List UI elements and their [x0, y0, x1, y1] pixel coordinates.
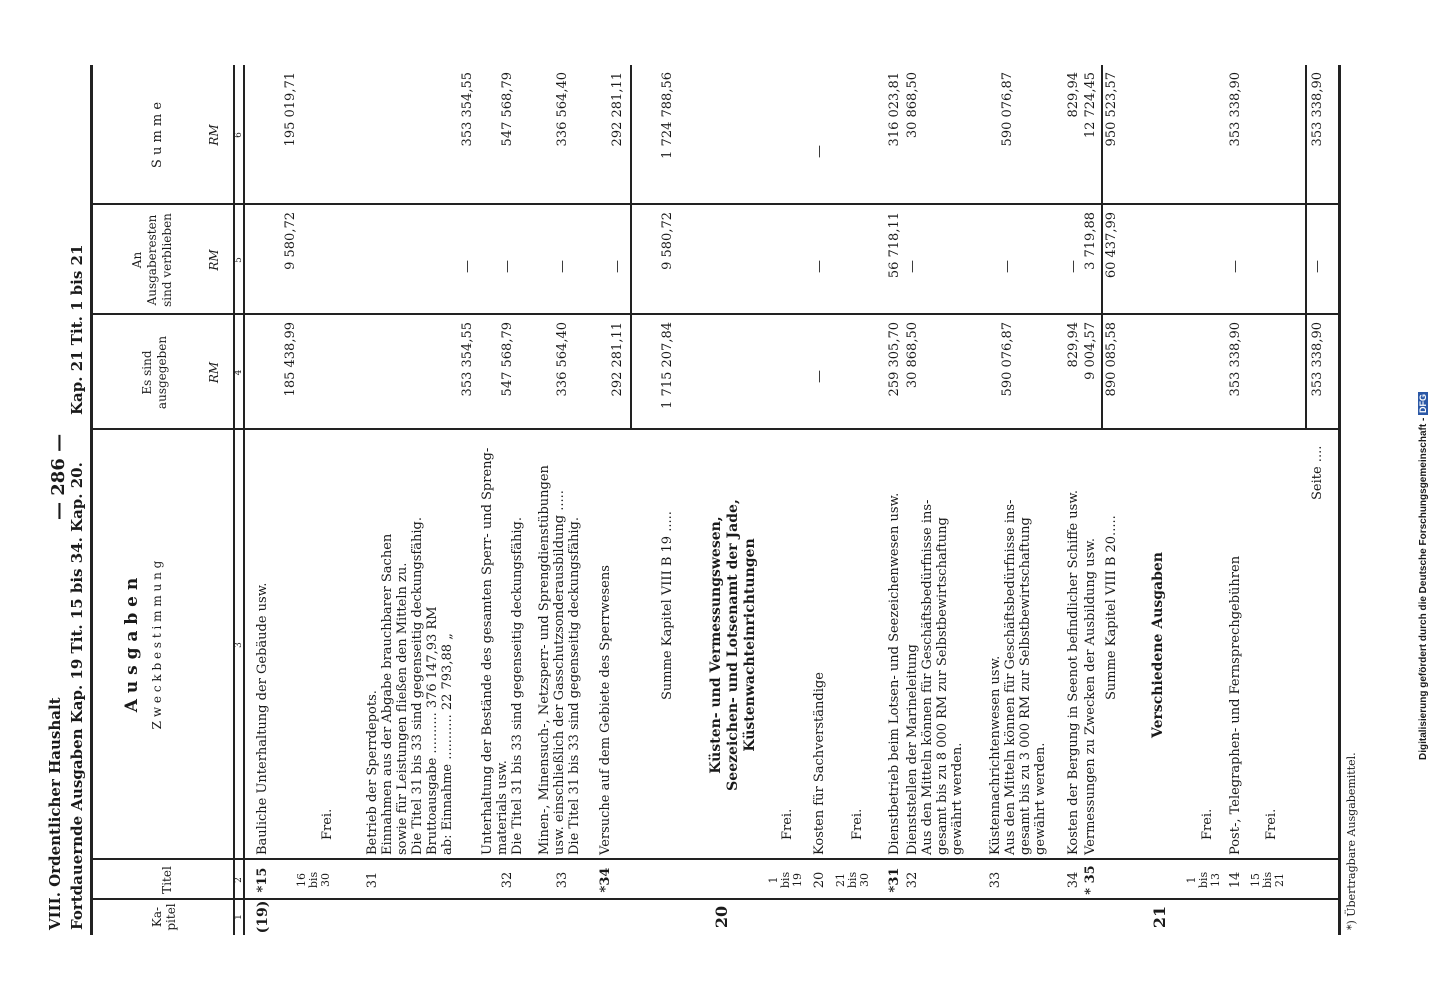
row-32-ausgegeben: 547 568,79 [500, 322, 515, 397]
table-top-rule [90, 65, 93, 935]
row-14-kap21-reste: — [1228, 260, 1243, 273]
titel-31: 31 [365, 871, 380, 889]
page-number: — 286 — [48, 433, 69, 520]
sum-rule-21 [1305, 65, 1307, 430]
unit-col5: RM [207, 249, 221, 271]
col-header-ausgegeben: Es sind ausgegeben [140, 335, 169, 410]
summe-kap-19-ausgegeben: 1 715 207,84 [660, 322, 675, 409]
kapitel-20: 20 [712, 905, 731, 929]
kap-20-heading: Küsten- und Vermessungswesen, Seezeichen- und Lotsenamt der Jade, Küstenwachteinrichtungen [708, 499, 758, 791]
summe-kap-19-label: Summe Kapitel VIII B 19 ..... [660, 511, 675, 700]
row-1-19-text: Frei. [780, 808, 795, 840]
titel-32-kap20: 32 [905, 871, 920, 889]
colnum-3: 3 [234, 642, 244, 648]
row-31-kap20-reste: 56 718,11 [887, 212, 902, 279]
row-34-kap20-ausgegeben: 829,94 [1066, 322, 1081, 368]
row-20-reste: — [812, 260, 827, 273]
row-15-ausgegeben: 185 438,99 [283, 322, 298, 397]
colnum-2: 2 [234, 877, 244, 883]
titel-33: 33 [555, 871, 570, 889]
row-34-reste: — [610, 260, 625, 273]
row-33-ausgegeben: 336 564,40 [555, 322, 570, 397]
row-21-30-text: Frei. [850, 808, 865, 840]
colnum-6: 6 [234, 132, 244, 138]
row-32-reste: — [500, 260, 515, 273]
titel-34: *34 [598, 867, 613, 893]
kapitel-21: 21 [1150, 905, 1169, 929]
row-33-summe: 336 564,40 [555, 72, 570, 147]
titel-31-kap20: *31 [887, 867, 902, 893]
sum-rule-19 [630, 65, 632, 430]
header-left-line2: Fortdauernde Ausgaben Kap. 19 Tit. 15 bis 34. Kap. 20. [68, 462, 86, 930]
table-bottom-rule [1338, 65, 1341, 935]
row-31-text: Betrieb der Sperrdepots. Einnahmen aus der Abgabe brauchbarer Sachen sowie für Leistungen fließen den Mitteln zu. Die Titel 31 bis 33 sind gegenseitig deckungsfähig. Bruttoausgabe .......... 376 147,93 RM ab: Einnahme ........... 22 793,88 „ [365, 517, 455, 855]
row-15-text: Bauliche Unterhaltung der Gebäude usw. [255, 582, 270, 855]
kap-21-heading: Verschiedene Ausgaben [1150, 552, 1166, 738]
digitization-text: Digitalisierung gefördert durch die Deutsche Forschungsgemeinschaft - [1418, 417, 1429, 760]
row-32-summe: 547 568,79 [500, 72, 515, 147]
header-left-line1: VIII. Ordentlicher Haushalt [46, 697, 64, 930]
titel-15: *15 [255, 867, 270, 893]
titel-20: 20 [812, 871, 827, 889]
row-34-ausgegeben: 292 281,11 [610, 322, 625, 397]
titel-1-19: 1 bis 19 [767, 871, 804, 889]
row-31-kap20-ausgegeben: 259 305,70 [887, 322, 902, 397]
summe-kap-19-reste: 9 580,72 [660, 212, 675, 270]
row-14-kap21-summe: 353 338,90 [1228, 72, 1243, 147]
row-33-kap20-ausgegeben: 590 076,87 [1000, 322, 1015, 397]
digitization-note [1418, 392, 1429, 760]
dfg-badge: DFG [1418, 393, 1428, 413]
seite-ausgegeben: 353 338,90 [1310, 322, 1325, 397]
header-right-line2: Kap. 21 Tit. 1 bis 21 [68, 244, 86, 415]
row-16-30-text: Frei. [320, 808, 335, 840]
row-14-kap21-ausgegeben: 353 338,90 [1228, 322, 1243, 397]
row-15-summe: 195 019,71 [283, 72, 298, 147]
summe-kap-19-summe: 1 724 788,56 [660, 72, 675, 159]
row-32-kap20-ausgegeben: 30 868,50 [905, 322, 920, 389]
col-header-ausgaben: A u s g a b e n [122, 577, 142, 713]
row-33-kap20-text: Küstennachrichtenwesen usw. Aus den Mitteln können für Geschäftsbedürfnisse ins- gesamt bis zu 3 000 RM zur Selbstbewirtschaftung gewährt werden. [988, 499, 1048, 855]
row-31-reste: — [460, 260, 475, 273]
row-34-summe: 292 281,11 [610, 72, 625, 147]
colnum-1: 1 [234, 914, 244, 920]
row-34-kap20-text: Kosten der Bergung in Seenot befindlicher Schiffe usw. [1066, 489, 1081, 855]
footnote: *) Übertragbare Ausgabemittel. [1345, 752, 1358, 930]
row-20-text: Kosten für Sachverständige [812, 672, 827, 855]
titel-16-30: 16 bis 30 [295, 871, 332, 889]
row-1-13-text: Frei. [1200, 808, 1215, 840]
row-31-ausgegeben: 353 354,55 [460, 322, 475, 397]
titel-15-21: 15 bis 21 [1249, 871, 1286, 889]
seite-summe: 353 338,90 [1310, 72, 1325, 147]
row-34-kap20-reste: — [1066, 260, 1081, 273]
titel-34-kap20: 34 [1066, 871, 1081, 889]
row-31-kap20-summe: 316 023,81 [887, 72, 902, 147]
row-14-kap21-text: Post-, Telegraphen- und Fernsprechgebühren [1228, 555, 1243, 855]
row-15-reste: 9 580,72 [283, 212, 298, 270]
sum-rule-20 [1101, 65, 1103, 430]
col-header-kapitel: Ka- pitel [150, 903, 178, 931]
titel-14-kap21: 14 [1228, 871, 1243, 889]
summe-kap-20-ausgegeben: 890 085,58 [1104, 322, 1119, 397]
seite-reste: — [1310, 260, 1325, 273]
row-32-kap20-text: Dienststellen der Marineleitung Aus den Mitteln können für Geschäftsbedürfnisse ins- gesamt bis zu 8 000 RM zur Selbstbewirtschaftung gewährt werden. [905, 499, 965, 855]
row-33-kap20-reste: — [1000, 260, 1015, 273]
row-35-kap20-text: Vermessungen zu Zwecken der Ausbildung usw. [1083, 537, 1098, 855]
row-33-reste: — [555, 260, 570, 273]
row-35-kap20-summe: 12 724,45 [1083, 72, 1098, 139]
row-32-kap20-summe: 30 868,50 [905, 72, 920, 139]
seite-label: Seite .... [1310, 445, 1325, 500]
col-header-reste: An Ausgaberesten sind verblieben [130, 213, 174, 307]
summe-kap-20-summe: 950 523,57 [1104, 72, 1119, 147]
col-header-titel: Titel [160, 866, 174, 894]
row-34-kap20-summe: 829,94 [1066, 72, 1081, 118]
unit-col6: RM [207, 124, 221, 146]
titel-35-kap20: * 35 [1083, 865, 1098, 895]
row-33-text: Minen-, Minensuch-, Netzsperr- und Sprengdienstübungen usw. einschließlich der Gasschutzsonderausbildung ..... Die Titel 31 bis 33 sind gegenseitig deckungsfähig. [537, 465, 582, 855]
col-header-summe: S u m m e [150, 101, 165, 169]
kapitel-19: (19) [255, 900, 271, 934]
titel-21-30: 21 bis 30 [834, 871, 871, 889]
row-31-summe: 353 354,55 [460, 72, 475, 147]
row-35-kap20-ausgegeben: 9 004,57 [1083, 322, 1098, 380]
row-31-kap20-text: Dienstbetrieb beim Lotsen- und Seezeichenwesen usw. [887, 492, 902, 855]
row-20-ausgegeben: — [812, 370, 827, 383]
titel-32: 32 [500, 871, 515, 889]
titel-1-13: 1 bis 13 [1185, 871, 1222, 889]
row-20-summe: — [812, 145, 827, 158]
col-divider-reste [90, 204, 1340, 206]
col-divider-ausgegeben [90, 314, 1340, 316]
row-33-kap20-summe: 590 076,87 [1000, 72, 1015, 147]
summe-kap-20-reste: 60 437,99 [1104, 212, 1119, 279]
row-32-kap20-reste: — [905, 260, 920, 273]
titel-33-kap20: 33 [988, 871, 1003, 889]
unit-col4: RM [207, 361, 221, 384]
col-header-zweck: Z w e c k b e s t i m m u n g [150, 560, 164, 730]
row-34-text: Versuche auf dem Gebiete des Sperrwesens [598, 565, 613, 855]
summe-kap-20-label: Summe Kapitel VIII B 20..... [1104, 515, 1119, 700]
row-35-kap20-reste: 3 719,88 [1083, 212, 1098, 270]
colnum-4: 4 [234, 369, 244, 376]
row-32-text: Unterhaltung der Bestände des gesamten Sperr- und Spreng- materials usw. Die Titel 31 bis 33 sind gegenseitig deckungsfähig. [480, 447, 525, 855]
colnum-5: 5 [234, 257, 244, 263]
row-15-21-text: Frei. [1264, 808, 1279, 840]
